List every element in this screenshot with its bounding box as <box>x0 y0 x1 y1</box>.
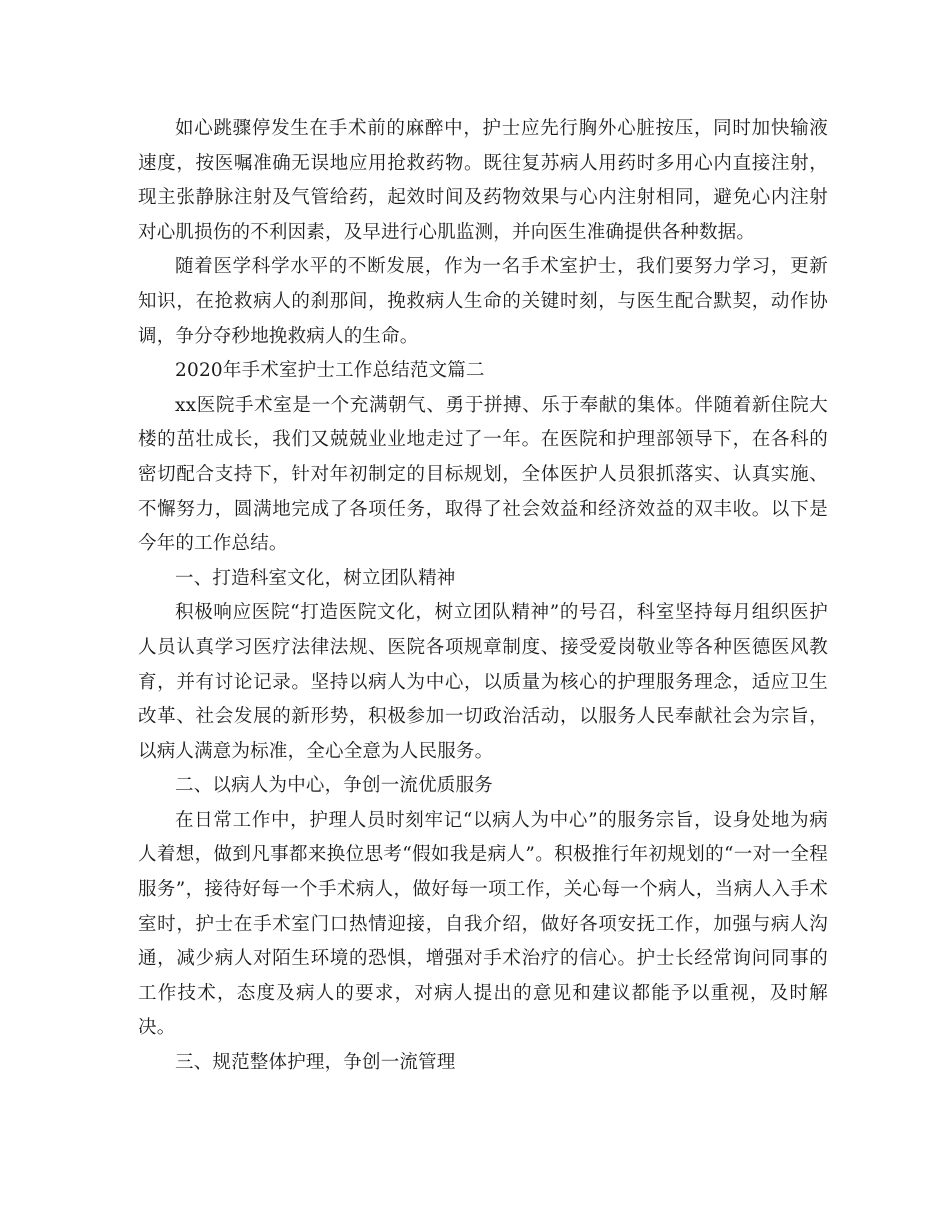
heading-patient-centered: 二、以病人为中心，争创一流优质服务 <box>175 775 493 797</box>
paragraph-team-culture: 积极响应医院“打造医院文化，树立团队精神”的号召，科室坚持每月组织医护人员认真学习医疗法律法规、医院各项规章制度、接受爱岗敬业等各种医德医风教育，并有讨论记录。坚持以病人为中心，以质量为核心的护理服务理念，适应卫生改革、社会发展的新形势，积极参加一切政治活动，以服务人民奉献社会为宗旨，以病人满意为标准，全心全意为人民服务。 <box>138 602 828 762</box>
heading-team-culture: 一、打造科室文化，树立团队精神 <box>175 567 456 589</box>
paragraph-continuous-learning: 随着医学科学水平的不断发展，作为一名手术室护士，我们要努力学习，更新知识，在抢救病人的刹那间，挽救病人生命的关键时刻，与医生配合默契，动作协调，争分夺秒地挽救病人的生命。 <box>138 256 828 347</box>
paragraph-annual-overview: xx医院手术室是一个充满朝气、勇于拼搏、乐于奉献的集体。伴随着新住院大楼的茁壮成长，我们又兢兢业业地走过了一年。在医院和护理部领导下，在各科的密切配合支持下，针对年初制定的目标规划，全体医护人员狠抓落实、认真实施、不懈努力，圆满地完成了各项任务，取得了社会效益和经济效益的双丰收。以下是今年的工作总结。 <box>138 394 828 555</box>
document-page <box>138 112 828 1081</box>
heading-standardized-care: 三、规范整体护理，争创一流管理 <box>175 1052 456 1074</box>
section-title-part-two: 2020年手术室护士工作总结范文篇二 <box>175 360 485 382</box>
paragraph-resuscitation: 如心跳骤停发生在手术前的麻醉中，护士应先行胸外心脏按压，同时加快输液速度，按医嘱准确无误地应用抢救药物。既往复苏病人用药时多用心内直接注射，现主张静脉注射及气管给药，起效时间及药物效果与心内注射相同，避免心内注射对心肌损伤的不利因素，及早进行心肌监测，并向医生准确提供各种数据。 <box>138 118 828 243</box>
paragraph-patient-centered: 在日常工作中，护理人员时刻牢记“以病人为中心”的服务宗旨，设身处地为病人着想，做到凡事都来换位思考“假如我是病人”。积极推行年初规划的“一对一全程服务”，接待好每一个手术病人，做好每一项工作，关心每一个病人，当病人入手术室时，护士在手术室门口热情迎接，自我介绍，做好各项安抚工作，加强与病人沟通，减少病人对陌生环境的恐惧，增强对手术治疗的信心。护士长经常询问同事的工作技术，态度及病人的要求，对病人提出的意见和建议都能予以重视，及时解决。 <box>138 809 828 1039</box>
